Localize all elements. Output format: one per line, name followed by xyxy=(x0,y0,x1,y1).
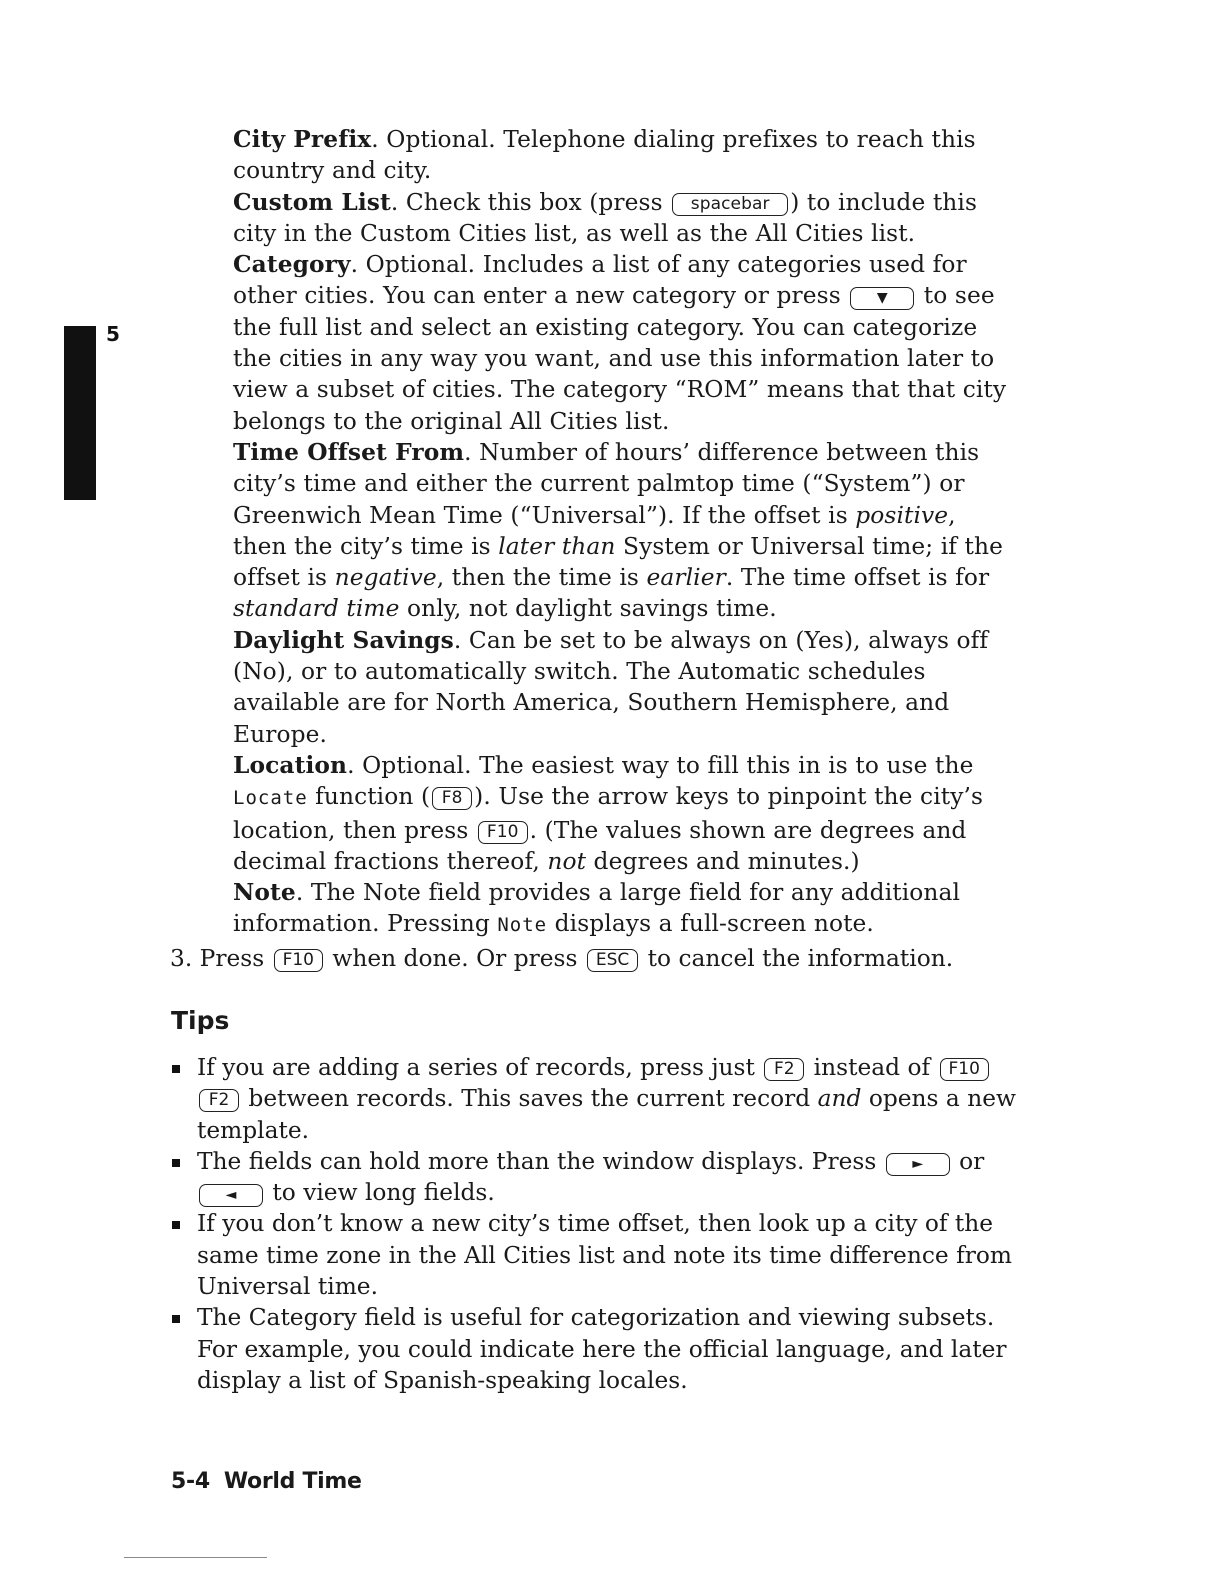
field-label: Note xyxy=(233,879,296,907)
bullet-icon xyxy=(172,1065,180,1073)
right-arrow-key-icon: ► xyxy=(886,1153,950,1176)
field-note: Note. The Note field provides a large field for any additional information. Pressing Note displays a full-screen note. xyxy=(233,879,961,938)
list-item: The Category field is useful for categorization and viewing subsets. For example, you could indicate here the official language, and later display a list of Spanish-speaking locales. xyxy=(170,1302,1020,1396)
field-city-prefix: City Prefix. Optional. Telephone dialing prefixes to reach this country and city. xyxy=(233,126,976,185)
field-label: Category xyxy=(233,251,351,279)
field-label: Location xyxy=(233,751,348,779)
field-daylight-savings: Daylight Savings. Can be set to be always on (Yes), always off (No), or to automatically switch. The Automatic schedules available are for North America, Southern Hemisphere, and Europe. xyxy=(233,626,989,748)
field-custom-list: Custom List. Check this box (press spacebar ) to include this city in the Custom Cities list, as well as the All Cities list. xyxy=(233,188,978,247)
step-3: 3. Press F10 when done. Or press ESC to cancel the information. xyxy=(170,945,954,972)
esc-key: ESC xyxy=(587,949,638,972)
page-footer xyxy=(171,1469,362,1494)
note-menu-label: Note xyxy=(497,914,548,937)
bullet-icon xyxy=(172,1221,180,1229)
locate-menu-label: Locate xyxy=(233,787,308,810)
left-arrow-key-icon: ◄ xyxy=(199,1184,263,1207)
f10-key: F10 xyxy=(940,1058,989,1081)
field-label: Custom List xyxy=(233,188,391,216)
chapter-tab-number: 5 xyxy=(106,322,120,346)
field-label: Daylight Savings xyxy=(233,626,454,654)
bullet-icon xyxy=(172,1315,180,1323)
chapter-title: World Time xyxy=(223,1469,362,1494)
bullet-icon xyxy=(172,1159,180,1167)
list-item: The fields can hold more than the window displays. Press ► or ◄ to view long fields. xyxy=(170,1146,1020,1209)
list-item: If you don’t know a new city’s time offset, then look up a city of the same time zone in the All Cities list and note its time difference from Universal time. xyxy=(170,1208,1020,1302)
field-label: City Prefix xyxy=(233,126,372,153)
tips-heading: Tips xyxy=(171,1006,230,1035)
field-category: Category. Optional. Includes a list of any categories used for other cities. You can enter a new category or press ▼ to see the full list and select an existing category. You can categorize the cities in any way you want, and use this information later to view a subset of cities. The category “ROM” means that that city belongs to the original All Cities list. xyxy=(233,251,1007,435)
bottom-rule xyxy=(124,1557,267,1558)
chapter-tab-bar xyxy=(64,326,96,500)
tips-list xyxy=(170,1052,1020,1396)
f10-key: F10 xyxy=(274,949,323,972)
f8-key: F8 xyxy=(432,787,472,810)
field-location: Location. Optional. The easiest way to fill this in is to use the Locate function ( F8 ). Use the arrow keys to pinpoint the city’s location, then press F10 . (The values shown are degrees and decimal fractions thereof, not degrees and minutes.) xyxy=(233,751,984,875)
f2-key: F2 xyxy=(764,1058,804,1081)
step-number: 3. xyxy=(170,945,193,972)
field-time-offset: Time Offset From. Number of hours’ difference between this city’s time and either the current palmtop time (“System”) or Greenwich Mean Time (“Universal”). If the offset is positive, then the city’s time is later than System or Universal time; if the offset is negative, then the time is earlier. The time offset is for standard time only, not daylight savings time. xyxy=(233,438,1003,623)
page-number: 5-4 xyxy=(171,1469,210,1494)
spacebar-key: spacebar xyxy=(672,193,788,216)
f10-key: F10 xyxy=(478,821,528,844)
field-label: Time Offset From xyxy=(233,438,465,466)
field-descriptions xyxy=(233,124,1013,942)
down-arrow-key-icon: ▼ xyxy=(850,287,914,310)
f2-key: F2 xyxy=(199,1089,239,1112)
list-item: If you are adding a series of records, press just F2 instead of F10 F2 between records. This saves the current record and opens a new template. xyxy=(170,1052,1020,1146)
